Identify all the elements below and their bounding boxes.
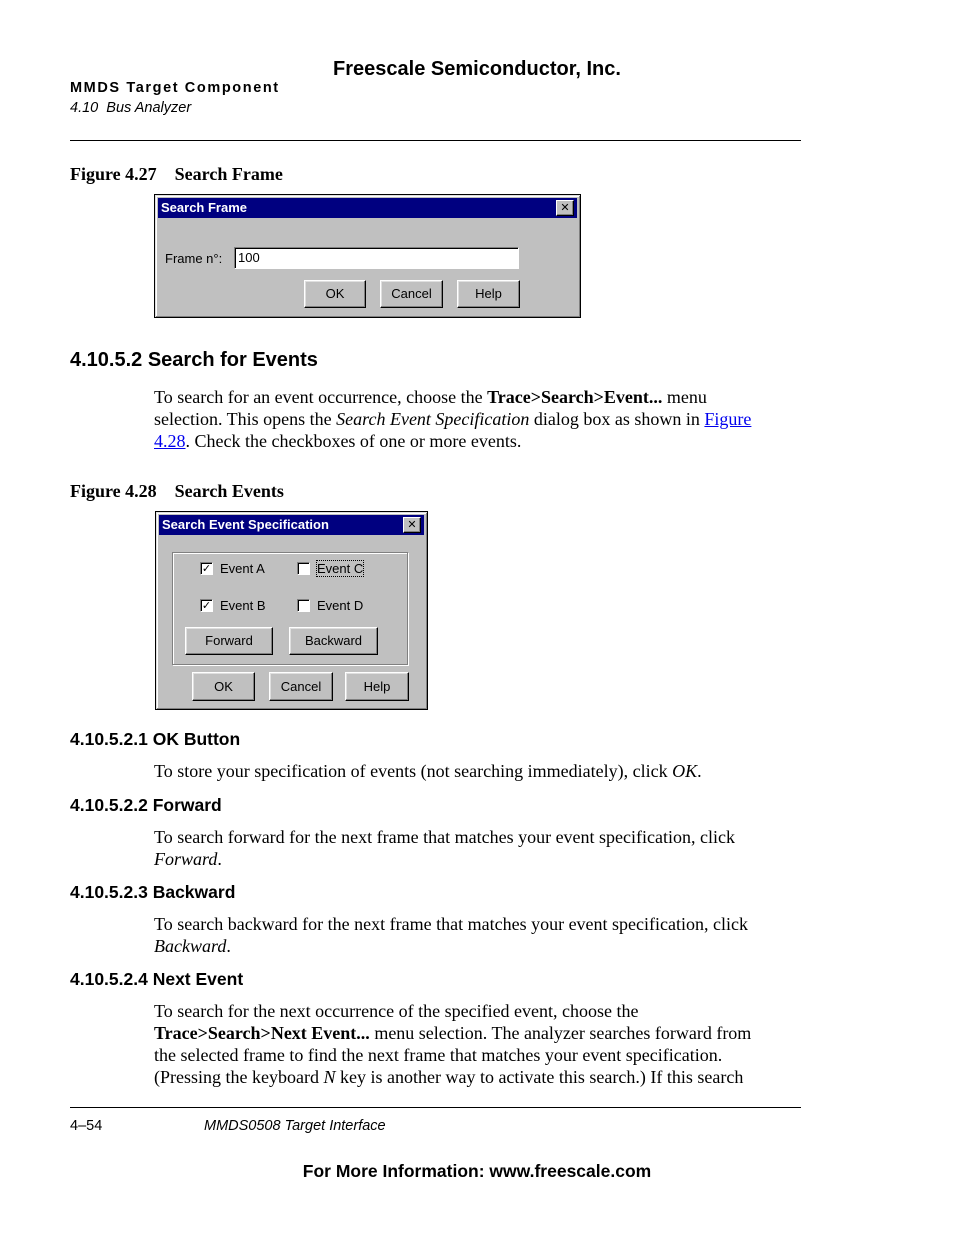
search-event-specification-dialog <box>155 511 428 710</box>
figure-number: Figure 4.28 <box>70 481 157 501</box>
running-section-title: MMDS Target Component <box>70 80 280 96</box>
more-info-footer: For More Information: www.freescale.com <box>302 1161 652 1181</box>
dialog-name: Search Event Specification <box>336 409 530 429</box>
event-a-checkbox[interactable]: ✓ <box>201 562 212 575</box>
text: the selected frame to find the next frame that matches your event specification. <box>154 1045 723 1065</box>
text: To search forward for the next frame that matches your event specification, click <box>154 827 735 847</box>
help-button[interactable]: Help <box>457 280 520 308</box>
text: menu <box>662 387 707 407</box>
button-name: Backward <box>154 936 227 956</box>
text: (Pressing the keyboard <box>154 1067 324 1087</box>
backward-paragraph <box>154 913 748 957</box>
header-rule <box>70 140 801 141</box>
search-frame-dialog <box>154 194 581 318</box>
figure-4-28-caption <box>70 481 284 502</box>
event-c-checkbox[interactable] <box>297 562 310 575</box>
event-b-checkbox[interactable]: ✓ <box>201 599 212 612</box>
text: . <box>226 936 231 956</box>
ok-button[interactable]: OK <box>192 672 255 701</box>
company-header: Freescale Semiconductor, Inc. <box>333 58 621 80</box>
event-b-label: Event B <box>220 598 266 613</box>
text: To store your specification of events (not searching immediately), click <box>154 761 673 781</box>
text: . <box>697 761 702 781</box>
dialog-titlebar <box>158 198 577 218</box>
cancel-button[interactable]: Cancel <box>380 280 443 308</box>
text: To search backward for the next frame that matches your event specification, click <box>154 914 748 934</box>
forward-paragraph <box>154 826 735 870</box>
text: To search for an event occurrence, choose the <box>154 387 488 407</box>
page-number: 4–54 <box>70 1118 103 1134</box>
cancel-button[interactable]: Cancel <box>269 672 333 701</box>
menu-path: Trace>Search>Next Event... <box>154 1023 370 1043</box>
next-event-paragraph <box>154 1000 751 1088</box>
figure-link[interactable]: 4.28 <box>154 431 186 451</box>
button-name: Forward <box>154 849 218 869</box>
ok-button[interactable]: OK <box>304 280 366 308</box>
menu-path: Trace>Search>Event... <box>487 387 663 407</box>
section-heading-search-for-events: 4.10.5.2 Search for Events <box>70 349 318 371</box>
event-d-label: Event D <box>317 598 364 613</box>
backward-button[interactable]: Backward <box>289 627 378 655</box>
dialog-title: Search Frame <box>161 200 247 215</box>
document-title: MMDS0508 Target Interface <box>204 1118 386 1134</box>
running-section-subtitle: 4.10 Bus Analyzer <box>70 100 192 116</box>
footer-rule <box>70 1107 801 1108</box>
heading-next-event: 4.10.5.2.4 Next Event <box>70 969 244 989</box>
heading-forward: 4.10.5.2.2 Forward <box>70 795 222 815</box>
figure-number: Figure 4.27 <box>70 164 157 184</box>
ok-button-paragraph <box>154 760 702 782</box>
text: selection. This opens the <box>154 409 337 429</box>
text: . Check the checkboxes of one or more events. <box>185 431 522 451</box>
text: dialog box as shown in <box>529 409 705 429</box>
figure-title: Search Frame <box>174 164 283 184</box>
dialog-title: Search Event Specification <box>162 517 329 532</box>
search-events-paragraph <box>154 386 751 452</box>
event-d-checkbox[interactable] <box>297 599 310 612</box>
close-icon[interactable]: ✕ <box>403 517 421 533</box>
close-icon[interactable]: ✕ <box>556 200 574 216</box>
help-button[interactable]: Help <box>345 672 409 701</box>
button-name: OK <box>672 761 698 781</box>
event-a-label: Event A <box>220 561 265 576</box>
frame-number-label: Frame n°: <box>165 251 223 266</box>
heading-ok-button: 4.10.5.2.1 OK Button <box>70 729 241 749</box>
event-c-label: Event C <box>317 561 364 576</box>
frame-number-input[interactable]: 100 <box>234 247 519 269</box>
figure-4-27-caption <box>70 164 283 185</box>
key-name: N <box>323 1067 336 1087</box>
heading-backward: 4.10.5.2.3 Backward <box>70 882 236 902</box>
text: To search for the next occurrence of the specified event, choose the <box>154 1001 639 1021</box>
text: key is another way to activate this search.) If this search <box>335 1067 744 1087</box>
text: . <box>217 849 222 869</box>
figure-link[interactable]: Figure <box>704 409 752 429</box>
figure-title: Search Events <box>174 481 284 501</box>
dialog-titlebar <box>159 515 424 535</box>
forward-button[interactable]: Forward <box>185 627 273 655</box>
text: menu selection. The analyzer searches forward from <box>369 1023 752 1043</box>
